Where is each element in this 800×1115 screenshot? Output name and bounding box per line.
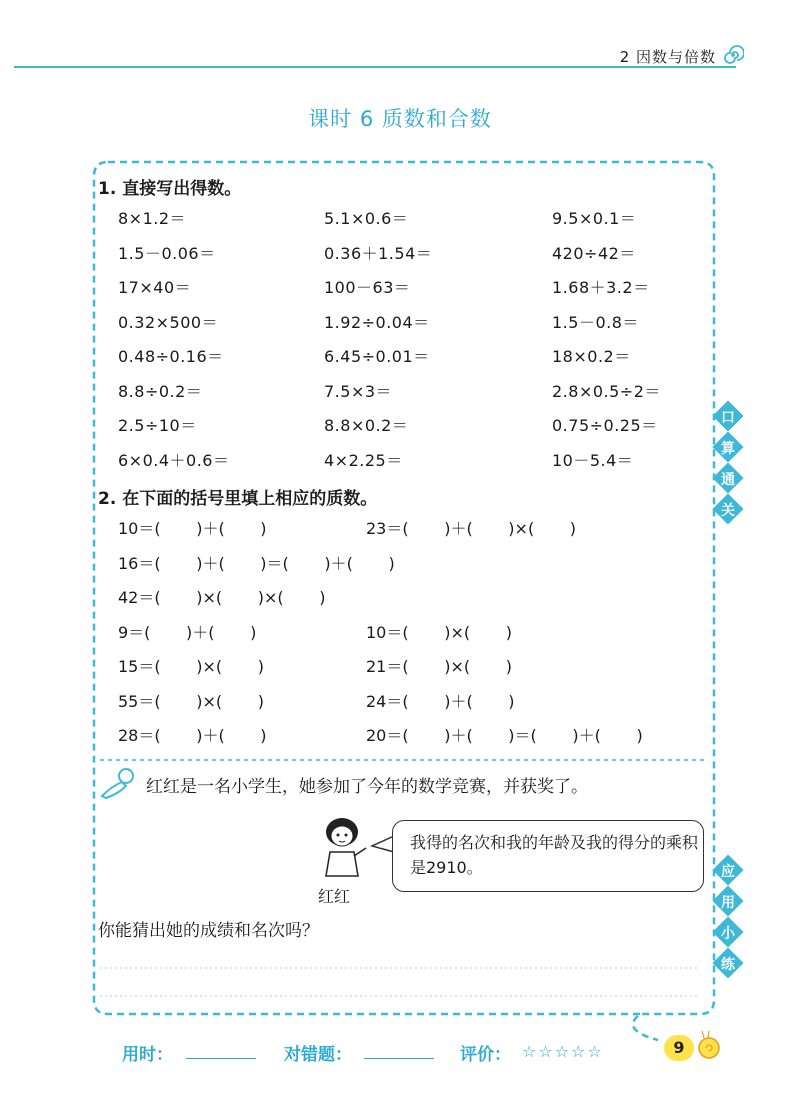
calc-expression: 10－5.4＝ xyxy=(552,450,634,470)
snail-icon xyxy=(696,1028,722,1062)
errors-label: 对错题： xyxy=(284,1045,352,1065)
section1-title: 1. 直接写出得数。 xyxy=(98,179,242,199)
tab-character: 练 xyxy=(721,957,735,973)
calc-expression: 1.68＋3.2＝ xyxy=(552,278,650,297)
speech-text: 我得的名次和我的年龄及我的得分的乘积是2910。 xyxy=(410,833,699,877)
time-label: 用时： xyxy=(122,1045,173,1065)
calc-expression: 0.75÷0.25＝ xyxy=(552,416,658,435)
prime-fill-item[interactable]: 10＝( )＋( ) xyxy=(118,519,267,538)
calc-expression: 9.5×0.1＝ xyxy=(552,209,637,228)
character-name: 红红 xyxy=(318,887,351,906)
prime-fill-item[interactable]: 20＝( )＋( )＝( )＋( ) xyxy=(366,726,643,745)
calc-expression: 8.8÷0.2＝ xyxy=(118,381,203,401)
calc-expression: 8.8×0.2＝ xyxy=(324,416,409,435)
time-blank[interactable] xyxy=(186,1058,256,1059)
prime-fill-item[interactable]: 24＝( )＋( ) xyxy=(366,691,515,711)
section2-title: 2. 在下面的括号里填上相应的质数。 xyxy=(98,489,378,509)
chapter-header: 2 因数与倍数 xyxy=(619,48,716,66)
tab-character: 算 xyxy=(721,441,735,457)
calc-expression: 0.36＋1.54＝ xyxy=(324,243,433,263)
prime-fill-item[interactable]: 55＝( )×( ) xyxy=(118,691,264,711)
pencil-note-icon xyxy=(98,766,138,802)
prime-fill-item[interactable]: 42＝( )×( )×( ) xyxy=(118,588,326,607)
rating-stars[interactable]: ☆☆☆☆☆ xyxy=(522,1042,604,1061)
calc-expression: 7.5×3＝ xyxy=(324,381,393,401)
tab-character: 小 xyxy=(721,926,735,942)
girl-illustration-icon xyxy=(310,812,374,882)
calc-expression: 0.32×500＝ xyxy=(118,312,219,332)
tab-character: 用 xyxy=(721,895,735,911)
calc-expression: 1.92÷0.04＝ xyxy=(324,312,430,332)
tab-character: 关 xyxy=(721,503,735,519)
calc-expression: 17×40＝ xyxy=(118,278,192,297)
calc-expression: 420÷42＝ xyxy=(552,243,636,263)
calc-expression: 1.5－0.06＝ xyxy=(118,243,216,263)
story-intro: 红红是一名小学生，她参加了今年的数学竞赛，并获奖了。 xyxy=(146,777,588,797)
calc-expression: 1.5－0.8＝ xyxy=(552,312,639,332)
calc-expression: 8×1.2＝ xyxy=(118,209,187,228)
prime-fill-item[interactable]: 23＝( )＋( )×( ) xyxy=(366,519,577,538)
prime-fill-item[interactable]: 16＝( )＋( )＝( )＋( ) xyxy=(118,553,395,573)
tab-character: 应 xyxy=(721,864,735,880)
prime-fill-item[interactable]: 15＝( )×( ) xyxy=(118,657,264,676)
calc-expression: 6×0.4＋0.6＝ xyxy=(118,450,230,470)
calc-expression: 18×0.2＝ xyxy=(552,347,631,366)
calc-expression: 2.5÷10＝ xyxy=(118,416,197,435)
calc-expression: 100－63＝ xyxy=(324,278,411,297)
errors-blank[interactable] xyxy=(364,1058,434,1059)
calc-expression: 6.45÷0.01＝ xyxy=(324,347,430,366)
calc-expression: 2.8×0.5÷2＝ xyxy=(552,381,661,401)
rating-label: 评价： xyxy=(460,1045,511,1065)
tab-character: 口 xyxy=(721,410,735,426)
calc-expression: 4×2.25＝ xyxy=(324,450,403,470)
page-number: 9 xyxy=(664,1035,694,1061)
prime-fill-item[interactable]: 10＝( )×( ) xyxy=(366,622,512,642)
prime-fill-item[interactable]: 9＝( )＋( ) xyxy=(118,622,257,642)
prime-fill-item[interactable]: 28＝( )＋( ) xyxy=(118,726,267,745)
prime-fill-item[interactable]: 21＝( )×( ) xyxy=(366,657,512,676)
tab-character: 通 xyxy=(721,472,735,488)
calc-expression: 0.48÷0.16＝ xyxy=(118,347,224,366)
question-text: 你能猜出她的成绩和名次吗？ xyxy=(98,921,319,941)
calc-expression: 5.1×0.6＝ xyxy=(324,209,409,228)
lesson-title: 课时 6 质数和合数 xyxy=(308,107,492,131)
